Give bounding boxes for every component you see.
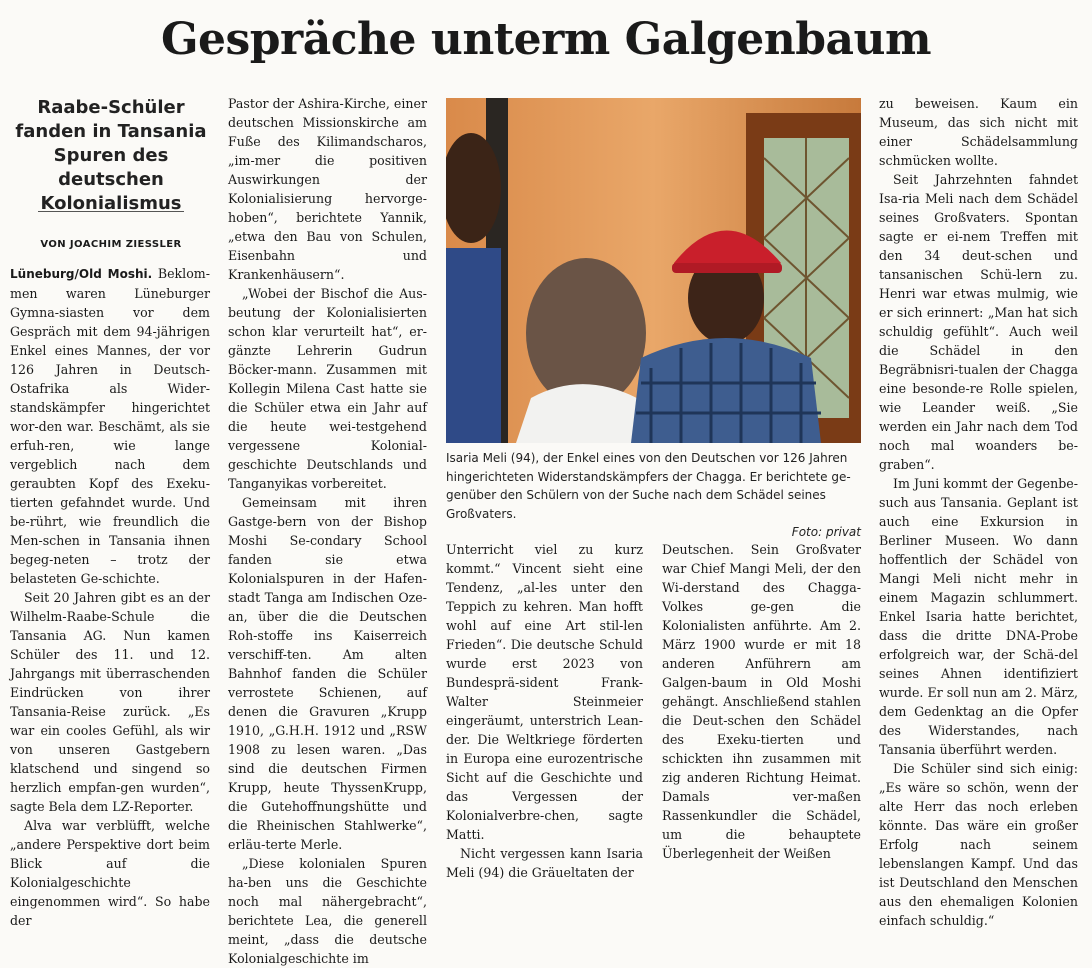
article-paragraph: „Diese kolonialen Spuren ha-ben uns die Geschichte noch mal nähergebracht“, berichtete Lea, die generell meint, „dass die deutsche Kolonialgeschichte im	[228, 856, 427, 966]
subheadline: Raabe-Schüler fanden in Tansania Spuren des deutschen Kolonialismus	[15, 97, 207, 214]
article-paragraph: Alva war verblüfft, welche „andere Perspektive dort beim Blick auf die Kolonialgeschichte eingenommen wird“. So habe der	[10, 818, 210, 928]
article-paragraph	[10, 264, 210, 588]
paragraph-text: Beklom-men waren Lüneburger Gymna-siasten vor dem Gespräch mit dem 94-jährigen Enkel eines Mannes, der vor 126 Jahren in Deutsch-Ostafrika als Wider-standskämpfer hingerichtet wor-den war. Beschämt, als sie erfuh-ren, wie lange vergeblich nach dem geraubten Kopf des Exeku-tierten gefahndet wurde. Und be-rührt, wie freundlich die Men-schen in Tansania ihnen begeg-neten – trotz der belasteten Ge-schichte.	[10, 266, 210, 586]
article-column-4	[662, 540, 861, 863]
article-column-2	[228, 94, 427, 968]
photo-credit: Foto: privat	[791, 525, 861, 539]
photo-elderly-man-icon	[446, 98, 861, 443]
article-photo	[446, 98, 861, 443]
article-paragraph: Deutschen. Sein Großvater war Chief Mangi Meli, der den Wi-derstand des Chagga-Volkes ge-gen die Kolonialisten anführte. Am 2. März 1900 wurde er mit 18 anderen Anführern am Galgen-baum in Old Moshi gehängt. Anschließend stahlen die Deut-schen den Schädel des Exeku-tierten und schickten ihn zusammen mit zig anderen Richtung Heimat. Damals ver-maßen Rassenkundler die Schädel, um die behauptete Überlegenheit der Weißen	[662, 542, 861, 861]
article-paragraph: Nicht vergessen kann Isaria Meli (94) die Gräueltaten der	[446, 846, 643, 880]
article-paragraph: „Wobei der Bischof die Aus-beutung der Kolonialisierten schon klar verurteilt hat“, er-gänzte Lehrerin Gudrun Böcker-mann. Zusammen mit Kollegin Milena Cast hatte sie die Schüler etwa ein Jahr auf die heute wei-testgehend vergessene Kolonial-geschichte Deutschlands und Tanganyikas vorbereitet.	[228, 286, 427, 491]
dateline: Lüneburg/Old Moshi.	[10, 267, 153, 281]
article-column-1	[10, 264, 210, 930]
article-paragraph: zu beweisen. Kaum ein Museum, das sich nicht mit einer Schädelsammlung schmücken wollte.	[879, 96, 1078, 168]
subheadline-divider	[38, 211, 184, 212]
article-paragraph: Im Juni kommt der Gegenbe-such aus Tansania. Geplant ist auch eine Exkursion in Berliner Museen. Wo dann hoffentlich der Schädel von Mangi Meli nicht mehr in einem Magazin schlummert. Enkel Isaria hatte berichtet, dass die dritte DNA-Probe erfolgreich war, der Schä-del seines Ahnen identifiziert wurde. Er soll nun am 2. März, dem Gedenktag an die Opfer des Widerstandes, nach Tansania überführt werden.	[879, 476, 1078, 757]
article-paragraph: Unterricht viel zu kurz kommt.“ Vincent sieht eine Tendenz, „al-les unter den Teppich zu kehren. Man hofft wohl auf eine Art stil-len Frieden“. Die deutsche Schuld wurde erst 2023 von Bundesprä-sident Frank-Walter Steinmeier eingeräumt, unterstrich Lean-der. Die Weltkriege förderten in Europa eine eurozentrische Sicht auf die Geschichte und das Vergessen der Kolonialverbre-chen, sagte Matti.	[446, 542, 643, 842]
article-column-5	[879, 94, 1078, 930]
caption-text: Isaria Meli (94), der Enkel eines von den Deutschen vor 126 Jahren hingerichteten Widerstandskämpfers der Chagga. Er berichtete ge-genüber den Schülern von der Suche nach dem Schädel seines Großvaters.	[446, 451, 851, 521]
article-paragraph: Die Schüler sind sich einig: „Es wäre so schön, wenn der alte Herr das noch erleben könnte. Das wäre ein großer Erfolg nach seinem lebenslangen Kampf. Und das ist Deutschland den Menschen aus den ehemaligen Kolonien einfach schuldig.“	[879, 761, 1078, 928]
headline: Gespräche unterm Galgenbaum	[160, 14, 932, 65]
byline: VON JOACHIM ZIESSLER	[40, 239, 182, 250]
article-paragraph: Gemeinsam mit ihren Gastge-bern von der Bishop Moshi Se-condary School fanden sie etwa Kolonialspuren in der Hafen-stadt Tanga am Indischen Oze-an, über die die Deutschen Roh-stoffe ins Kaiserreich verschiff-ten. Am alten Bahnhof fanden die Schüler verrostete Schienen, auf denen die Gravuren „Krupp 1910, „G.H.H. 1912 und „RSW 1908 zu lesen waren. „Das sind die deutschen Firmen Krupp, heute ThyssenKrupp, die Gutehoffnungshütte und die Rheinischen Stahlwerke“, erläu-terte Merle.	[228, 495, 427, 852]
article-column-3	[446, 540, 643, 882]
article-paragraph: Seit Jahrzehnten fahndet Isa-ria Meli nach dem Schädel seines Großvaters. Spontan sagte er ei-nem Treffen mit den 34 deut-schen und tansanischen Schü-lern zu. Henri war etwas mulmig, wie er sich erinnert: „Man hat sich schuldig gefühlt“. Auch weil die Schädel in den Begräbnisri-tualen der Chagga eine besonde-re Rolle spielen, wie Leander weiß. „Sie werden ein Jahr nach dem Tod noch mal woanders be-graben“.	[879, 172, 1078, 472]
article-paragraph: Seit 20 Jahren gibt es an der Wilhelm-Raabe-Schule die Tansania AG. Nun kamen Schüler des 11. und 12. Jahrgangs mit überraschenden Eindrücken von ihrer Tansania-Reise zurück. „Es war ein cooles Gefühl, als wir von unseren Gastgebern klatschend und singend so herzlich empfan-gen wurden“, sagte Bela dem LZ-Reporter.	[10, 590, 210, 814]
article-paragraph: Pastor der Ashira-Kirche, einer deutschen Missionskirche am Fuße des Kilimandscharos, „im-mer die positiven Auswirkungen der Kolonialisierung hervorge-hoben“, berichtete Yannik, „etwa den Bau von Schulen, Eisenbahn und Krankenhäusern“.	[228, 96, 427, 282]
photo-caption	[446, 449, 861, 542]
